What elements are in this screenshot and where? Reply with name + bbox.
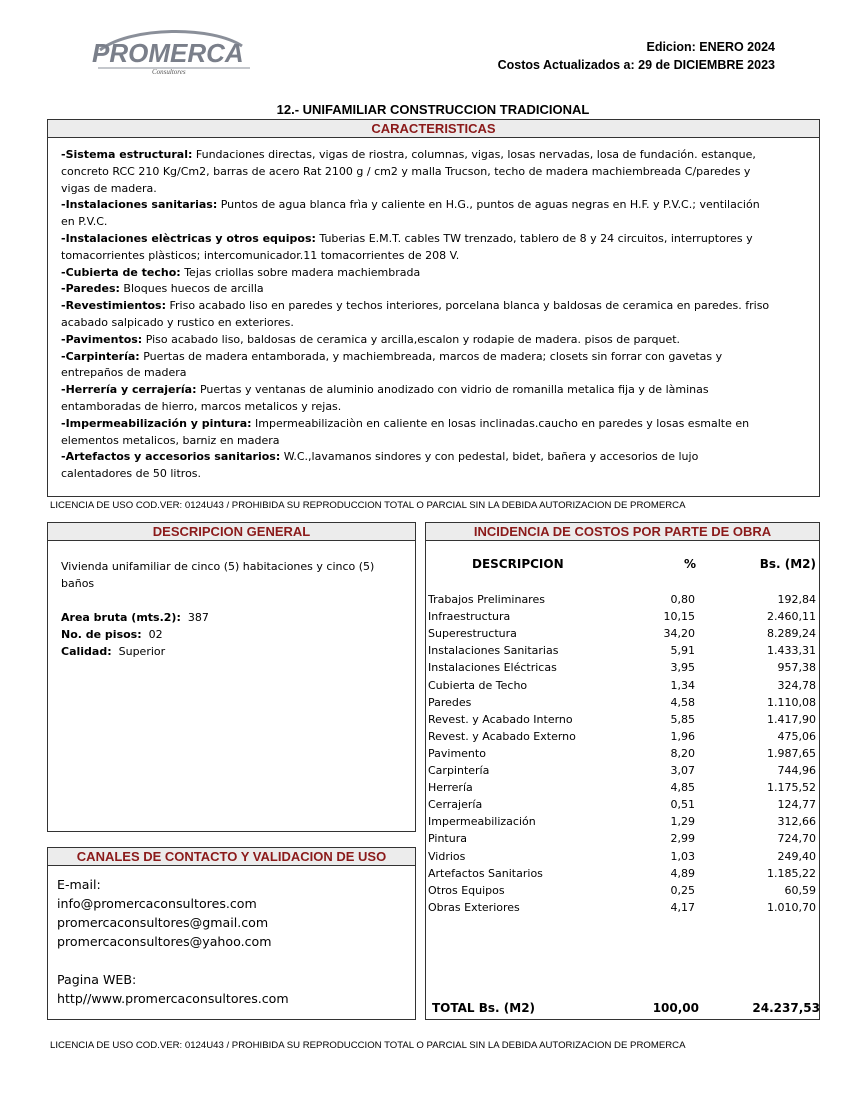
cost-row [428,608,818,625]
cost-percent: 2,99 [670,832,695,846]
caracteristica-label: -Herrería y cerrajería: [61,383,197,397]
caracteristica-text: W.C.,lavamanos sindores y con pedestal, bidet, bañera y accesorios de lujo calentadores de 50 litros. [61,450,699,481]
cost-percent: 3,95 [670,661,695,675]
cost-row [428,677,818,694]
cost-bs: 475,06 [777,729,816,743]
total-bs: 24.237,53 [752,1001,820,1015]
cost-percent: 10,15 [663,610,695,624]
cost-percent: 4,89 [670,866,695,880]
caracteristica-text: Puntos de agua blanca frìa y caliente en H.G., puntos de aguas negras en H.F. y P.V.C.; ventilación en P.V.C. [61,198,760,229]
cost-row [428,796,818,813]
caracteristica-text: Tuberias E.M.T. cables TW trenzado, tablero de 8 y 24 circuitos, interruptores y tomacorrientes plàsticos; intercomunicador.11 tomacorrientes de 208 V. [61,231,753,262]
cost-bs: 1.010,70 [767,900,816,914]
cost-percent: 4,58 [670,695,695,709]
contacto-section [47,847,416,1020]
caracteristica-item [61,449,771,483]
caracteristica-item [61,281,771,298]
cost-row [428,779,818,796]
cost-bs: 1.433,31 [767,644,816,658]
cost-bs: 2.460,11 [767,610,816,624]
cost-desc: Cerrajería [428,798,483,812]
cost-row [428,728,818,745]
email-label: E-mail: [57,877,101,892]
caracteristica-item [61,147,771,197]
caracteristica-label: -Instalaciones sanitarias: [61,198,218,212]
cost-desc: Pintura [428,832,467,846]
edition-date: Edicion: ENERO 2024 [646,40,775,54]
col-header-descripcion: DESCRIPCION [472,557,564,571]
caracteristica-label: -Pavimentos: [61,332,143,346]
cost-bs: 744,96 [777,764,816,777]
cost-percent: 8,20 [670,746,695,760]
cost-desc: Paredes [428,695,472,709]
cost-percent: 3,07 [670,764,695,777]
caracteristica-label: -Instalaciones elèctricas y otros equipos: [61,231,316,245]
cost-bs: 724,70 [777,832,816,846]
numero-pisos [61,626,391,643]
cost-bs: 124,77 [777,798,816,812]
email-link-3[interactable]: promercaconsultores@yahoo.com [57,934,272,949]
incidencia-costos-section [425,522,820,1020]
caracteristica-item [61,382,771,416]
cost-bs: 1.175,52 [767,781,816,795]
costs-updated-date: Costos Actualizados a: 29 de DICIEMBRE 2023 [497,58,775,72]
area-label: Area bruta (mts.2): [61,611,181,624]
cost-desc: Revest. y Acabado Interno [428,712,573,726]
pisos-value: 02 [148,628,163,641]
cost-desc: Instalaciones Eléctricas [428,661,557,675]
cost-row [428,899,818,916]
cost-percent: 1,03 [670,849,695,863]
area-value: 387 [187,611,209,624]
caracteristica-label: -Revestimientos: [61,299,166,313]
cost-desc: Superestructura [428,627,517,641]
caracteristica-text: Piso acabado liso, baldosas de ceramica y arcilla,escalon y rodapie de madera. pisos de parquet. [142,332,681,346]
cost-bs: 957,38 [777,661,816,675]
cost-desc: Infraestructura [428,610,511,624]
caracteristica-item [61,197,771,231]
license-notice-top: LICENCIA DE USO COD.VER: 0124U43 / PROHIBIDA SU REPRODUCCION TOTAL O PARCIAL SIN LA DEBIDA AUTORIZACION DE PROMERCA [50,500,686,511]
contacto-heading: CANALES DE CONTACTO Y VALIDACION DE USO [48,848,415,866]
cost-desc: Revest. y Acabado Externo [428,729,576,743]
cost-percent: 0,51 [670,798,695,812]
caracteristica-text: Fundaciones directas, vigas de riostra, columnas, vigas, losas nervadas, losa de fundación. estanque, concreto RCC 210 Kg/Cm2, barras de acero Rat 2100 g / cm2 y malla Trucson, techo de madera machiembreada C/paredes y vigas de madera. [61,148,756,195]
cost-desc: Carpintería [428,764,490,777]
cost-bs: 60,59 [784,883,816,897]
pisos-label: No. de pisos: [61,628,142,641]
web-label: Pagina WEB: [57,972,137,987]
total-percent: 100,00 [652,1001,699,1015]
cost-desc: Impermeabilización [428,815,536,829]
cost-desc: Cubierta de Techo [428,678,528,692]
email-link-1[interactable]: info@promercaconsultores.com [57,896,257,911]
cost-row [428,711,818,728]
cost-row [428,591,818,608]
cost-percent: 4,85 [670,781,695,795]
caracteristica-text: Friso acabado liso en paredes y techos interiores, porcelana blanca y baldosas de ceramica en paredes. friso acabado salpicado y rustico en exteriores. [61,299,770,329]
total-label: TOTAL Bs. (M2) [432,1001,536,1015]
descripcion-general-heading: DESCRIPCION GENERAL [48,523,415,541]
caracteristicas-list [61,147,771,483]
caracteristica-label: -Artefactos y accesorios sanitarios: [61,450,281,464]
contacto-body [57,875,377,1008]
cost-bs: 249,40 [777,849,816,863]
descripcion-general-body [61,558,391,660]
cost-row [428,865,818,882]
cost-bs: 324,78 [777,678,816,692]
cost-row [428,642,818,659]
descripcion-general-section [47,522,416,832]
cost-row [428,625,818,642]
caracteristica-label: -Carpintería: [61,349,140,363]
cost-percent: 1,34 [670,678,695,692]
cost-percent: 5,85 [670,712,695,726]
cost-bs: 8.289,24 [767,627,816,641]
cost-row [428,830,818,847]
col-header-bs: Bs. (M2) [759,557,816,571]
caracteristica-text: Tejas criollas sobre madera machiembrada [180,265,421,279]
cost-row [428,694,818,711]
total-row [432,1001,818,1015]
logo-tagline: Consultores [152,68,186,76]
cost-percent: 4,17 [670,900,695,914]
cost-percent: 1,96 [670,729,695,743]
cost-percent: 0,80 [670,593,695,606]
calidad-value: Superior [118,645,166,658]
cost-percent: 1,29 [670,815,695,829]
caracteristica-text: Impermeabilizaciòn en caliente en losas inclinadas.caucho en paredes y losas esmalte en elementos metalicos, barniz en madera [61,416,750,447]
cost-desc: Pavimento [428,746,486,760]
description-intro: Vivienda unifamiliar de cinco (5) habitaciones y cinco (5) baños [61,560,375,590]
logo-name: PROMERCA [92,38,244,68]
cost-bs: 1.417,90 [767,712,816,726]
cost-row [428,745,818,762]
cost-row [428,848,818,865]
cost-desc: Trabajos Preliminares [428,593,545,606]
cost-row [428,762,818,779]
cost-desc: Herrería [428,781,473,795]
caracteristicas-heading: CARACTERISTICAS [48,120,819,138]
caracteristica-label: -Cubierta de techo: [61,265,181,279]
col-header-percent: % [684,557,697,571]
caracteristica-item [61,416,771,450]
caracteristicas-section [47,119,820,497]
web-link[interactable]: http//www.promercaconsultores.com [57,991,289,1006]
caracteristica-item [61,349,771,383]
edition-info [498,38,775,74]
caracteristica-item [61,231,771,265]
cost-row [428,882,818,899]
cost-row [428,813,818,830]
caracteristica-label: -Sistema estructural: [61,148,193,161]
page-title: 12.- UNIFAMILIAR CONSTRUCCION TRADICIONAL [276,102,590,117]
license-notice-bottom: LICENCIA DE USO COD.VER: 0124U43 / PROHIBIDA SU REPRODUCCION TOTAL O PARCIAL SIN LA DEBIDA AUTORIZACION DE PROMERCA [50,1040,686,1051]
email-link-2[interactable]: promercaconsultores@gmail.com [57,915,269,930]
caracteristica-item [61,298,771,332]
caracteristica-item [61,332,771,349]
cost-desc: Artefactos Sanitarios [428,866,543,880]
cost-desc: Otros Equipos [428,883,505,897]
cost-desc: Instalaciones Sanitarias [428,644,559,658]
cost-desc: Obras Exteriores [428,900,520,914]
caracteristica-label: -Paredes: [61,282,120,296]
cost-bs: 1.185,22 [767,866,816,880]
caracteristica-item [61,265,771,282]
caracteristica-text: Bloques huecos de arcilla [119,282,264,296]
caracteristica-text: Puertas y ventanas de aluminio anodizado con vidrio de romanilla metalica fija y de làminas entamboradas de hierro, marcos metalicos y rejas. [61,383,709,413]
cost-percent: 0,25 [670,883,695,897]
promerca-logo [92,28,254,78]
cost-bs: 1.987,65 [767,746,816,760]
cost-bs: 312,66 [777,815,816,829]
calidad-label: Calidad: [61,645,112,658]
cost-bs: 192,84 [777,593,816,606]
calidad [61,643,391,660]
area-bruta [61,609,391,626]
cost-percent: 5,91 [670,644,695,658]
cost-desc: Vidrios [428,849,466,863]
cost-bs: 1.110,08 [767,695,816,709]
cost-percent: 34,20 [663,627,695,641]
caracteristica-label: -Impermeabilización y pintura: [61,416,252,430]
incidencia-heading: INCIDENCIA DE COSTOS POR PARTE DE OBRA [426,523,819,541]
cost-row [428,659,818,676]
caracteristica-text: Puertas de madera entamborada, y machiembreada, marcos de madera; closets sin forrar con gavetas y entrepaños de madera [61,349,723,380]
